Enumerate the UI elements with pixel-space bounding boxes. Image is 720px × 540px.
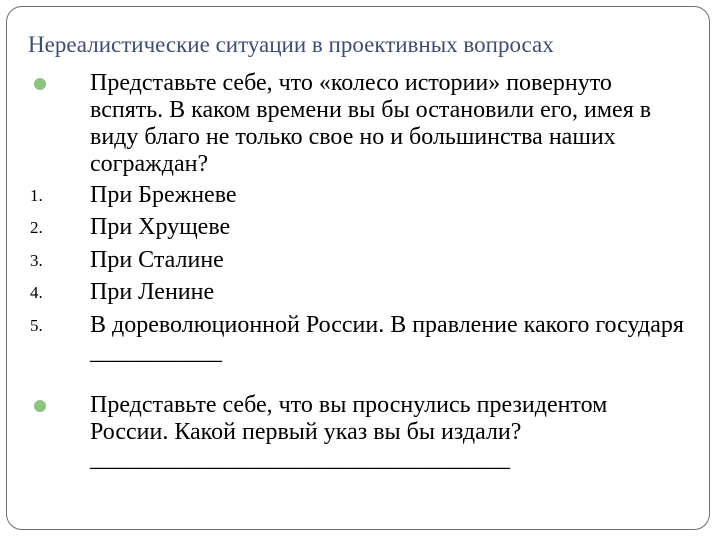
option-number: 3. [30, 251, 43, 270]
option-5 [30, 312, 690, 366]
bullet-dot-icon [34, 78, 46, 90]
question-1-text: Представьте себе, что «колесо истории» повернуто вспять. В каком времени вы бы остановили его, имея в виду благо не только свое но и большинства наших сограждан? [90, 70, 652, 177]
option-number: 1. [30, 186, 43, 205]
option-number: 5. [30, 316, 43, 335]
question-2 [30, 392, 690, 473]
option-4 [30, 279, 690, 306]
option-4-text: При Ленине [90, 279, 215, 305]
option-1-text: При Брежневе [90, 182, 237, 208]
option-number: 2. [30, 218, 43, 237]
option-2 [30, 214, 690, 241]
option-5-text: В дореволюционной России. В правление какого государя ___________ [90, 312, 684, 365]
question-2-text: Представьте себе, что вы проснулись президентом России. Какой первый указ вы бы издали? ___________________________________ [90, 392, 608, 472]
slide-title: Нереалистические ситуации в проективных вопросах [28, 32, 554, 57]
option-number: 4. [30, 283, 43, 302]
option-1 [30, 182, 690, 209]
option-3 [30, 247, 690, 274]
bullet-dot-icon [34, 400, 46, 412]
option-3-text: При Сталине [90, 247, 224, 273]
option-2-text: При Хрущеве [90, 214, 231, 240]
question-1 [30, 70, 690, 178]
